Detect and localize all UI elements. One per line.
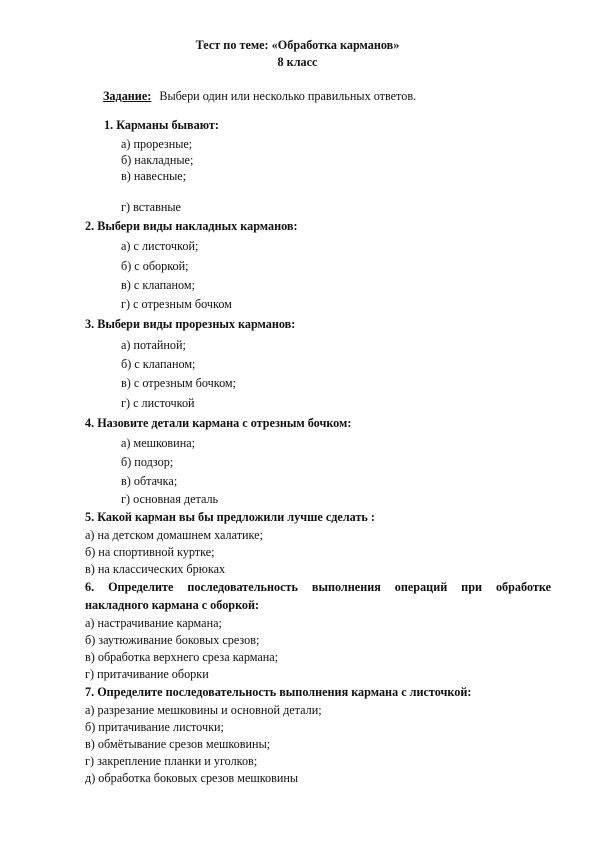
question-3-title: 3. Выбери виды прорезных карманов:	[85, 317, 296, 331]
task-label: Задание:	[103, 89, 152, 103]
question-3-option-b: б) с клапаном;	[121, 357, 196, 371]
question-7-option-b: б) притачивание листочки;	[85, 720, 224, 734]
question-4-option-d: г) основная деталь	[121, 492, 219, 506]
question-5-option-a: а) на детском домашнем халатике;	[85, 528, 263, 542]
question-5-title: 5. Какой карман вы бы предложили лучше сделать :	[85, 510, 375, 524]
question-2-option-a: а) с листочкой;	[121, 239, 199, 253]
question-1-option-d: г) вставные	[121, 200, 181, 214]
question-2-option-d: г) с отрезным бочком	[121, 297, 232, 311]
question-7-option-e: д) обработка боковых срезов мешковины	[85, 771, 299, 785]
question-5-option-b: б) на спортивной куртке;	[85, 545, 215, 559]
grade-label: 8 класс	[277, 55, 318, 69]
question-1-title: 1. Карманы бывают:	[104, 118, 219, 132]
question-2-title: 2. Выбери виды накладных карманов:	[85, 219, 298, 233]
question-6-option-a: а) настрачивание кармана;	[85, 616, 222, 630]
question-4-option-c: в) обтачка;	[121, 474, 178, 488]
question-2-option-b: б) с оборкой;	[121, 259, 189, 273]
question-6-option-c: в) обработка верхнего среза кармана;	[85, 650, 279, 664]
question-6-title-line2: накладного кармана с оборкой:	[85, 598, 260, 612]
task-text: Выбери один или несколько правильных ответов.	[159, 89, 417, 103]
question-1-option-c: в) навесные;	[121, 169, 187, 183]
question-4-option-a: а) мешковина;	[121, 436, 196, 450]
question-6-title-line1: 6. Определите последовательность выполнения операций при обработке	[85, 580, 551, 594]
question-7-title: 7. Определите последовательность выполнения кармана с листочкой:	[85, 685, 472, 699]
question-7-option-d: г) закрепление планки и уголков;	[85, 754, 258, 768]
question-2-option-c: в) с клапаном;	[121, 278, 195, 292]
question-4-option-b: б) подзор;	[121, 455, 174, 469]
question-5-option-c: в) на классических брюках	[85, 562, 226, 576]
document-title: Тест по теме: «Обработка карманов»	[195, 38, 400, 52]
question-3-option-a: а) потайной;	[121, 338, 186, 352]
question-6-option-d: г) притачивание оборки	[85, 667, 209, 681]
task-instruction	[103, 88, 416, 104]
question-3-option-d: г) с листочкой	[121, 396, 195, 410]
question-4-title: 4. Назовите детали кармана с отрезным бочком:	[85, 416, 352, 430]
question-3-option-c: в) с отрезным бочком;	[121, 376, 237, 390]
document-header	[0, 37, 595, 71]
question-7-option-a: а) разрезание мешковины и основной детали;	[85, 703, 322, 717]
question-1-option-a: а) прорезные;	[121, 137, 193, 151]
question-7-option-c: в) обмётывание срезов мешковины;	[85, 737, 271, 751]
question-6-option-b: б) заутюживание боковых срезов;	[85, 633, 260, 647]
question-1-option-b: б) накладные;	[121, 153, 194, 167]
